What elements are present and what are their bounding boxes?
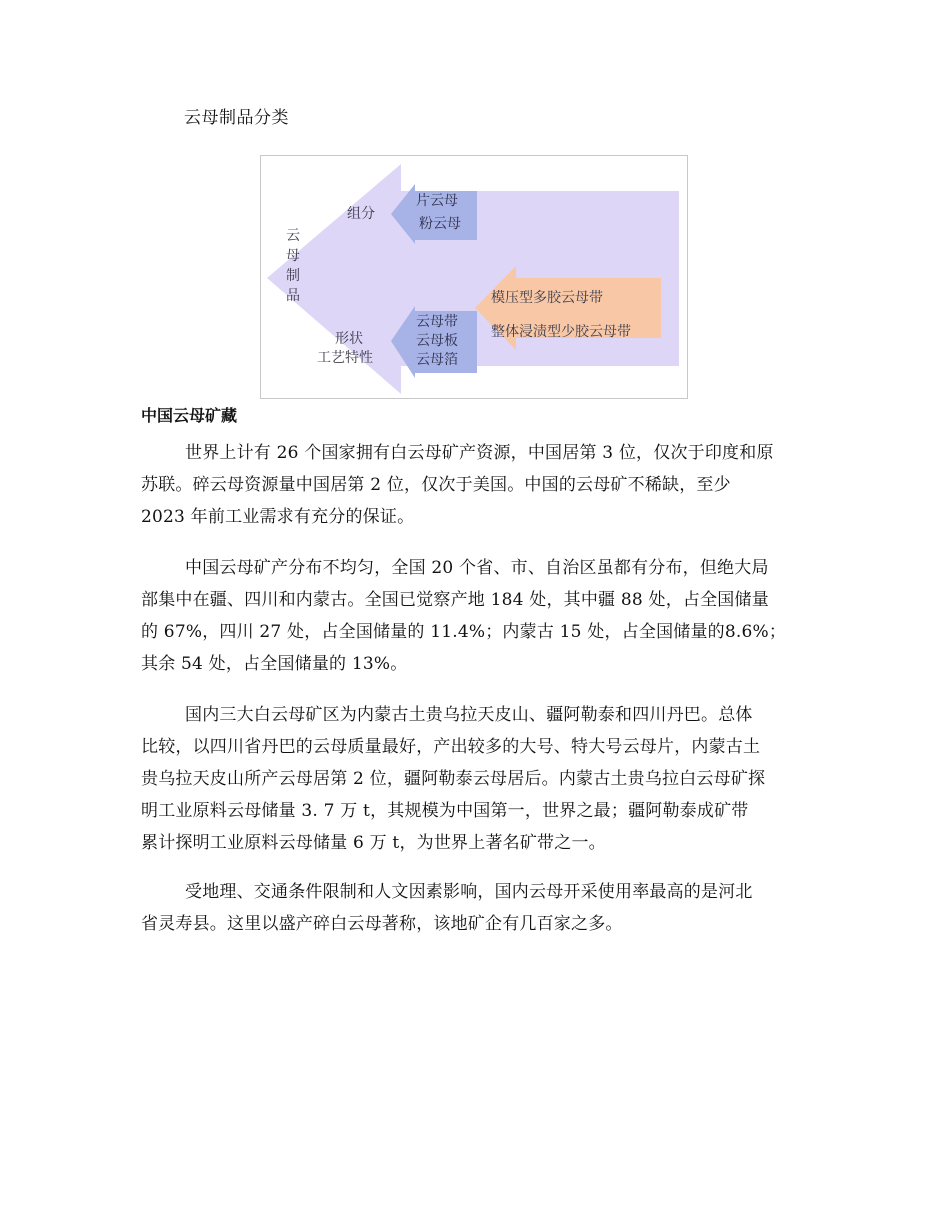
paragraph-line: 其余 54 处，占全国储量的 13%。 [141,654,408,674]
paragraph-line: 部集中在疆、四川和内蒙古。全国已觉察产地 184 处，其中疆 88 处，占全国储量 [141,590,769,610]
top-item-flake-mica: 片云母 [416,193,458,209]
paragraph-3 [141,699,811,859]
paragraph-line: 省灵寿县。这里以盛产碎白云母著称，该地矿企有几百家之多。 [141,914,623,934]
tape-item-molded: 模压型多胶云母带 [491,290,603,306]
paragraph-line: 明工业原料云母储量 3. 7 万 t，其规模为中国第一，世界之最；疆阿勒泰成矿带 [141,801,749,821]
paragraph-line: 苏联。碎云母资源量中国居第 2 位，仅次于美国。中国的云母矿不稀缺，至少 [141,475,731,495]
paragraph-line: 的 67%，四川 27 处，占全国储量的 11.4%；内蒙古 15 处，占全国储量的8.6%； [141,622,787,642]
bottom-item-mica-foil: 云母箔 [416,352,458,368]
paragraph-line: 国内三大白云母矿区为内蒙古土贵乌拉天皮山、疆阿勒泰和四川丹巴。总体 [185,705,753,725]
top-item-mica-powder: 粉云母 [419,216,461,232]
root-label: 云 母 制 品 [286,228,300,304]
branch-shape-label: 形状 [335,331,363,347]
mica-products-diagram [260,155,688,399]
paragraph-line: 受地理、交通条件限制和人文因素影响，国内云母开采使用率最高的是河北 [185,882,753,902]
paragraph-2 [141,552,811,680]
paragraph-line: 2023 年前工业需求有充分的保证。 [141,507,415,527]
paragraph-line: 比较，以四川省丹巴的云母质量最好，产出较多的大号、特大号云母片，内蒙古土 [141,737,761,757]
paragraph-line: 贵乌拉天皮山所产云母居第 2 位，疆阿勒泰云母居后。内蒙古土贵乌拉白云母矿探 [141,769,766,789]
tape-item-impregnated: 整体浸渍型少胶云母带 [491,324,631,340]
paragraph-1 [141,437,811,533]
paragraph-line: 累计探明工业原料云母储量 6 万 t，为世界上著名矿带之一。 [141,833,606,853]
paragraph-line: 中国云母矿产分布不均匀，全国 20 个省、市、自治区虽都有分布，但绝大局 [185,558,769,578]
branch-composition-label: 组分 [347,206,375,222]
branch-process-label: 工艺特性 [317,350,373,366]
paragraph-line: 世界上计有 26 个国家拥有白云母矿产资源，中国居第 3 位，仅次于印度和原 [185,443,774,463]
section-heading: 中国云母矿藏 [141,406,238,425]
figure-caption: 云母制品分类 [184,108,289,128]
bottom-item-mica-tape: 云母带 [416,314,458,330]
bottom-item-mica-board: 云母板 [416,333,458,349]
paragraph-4 [141,876,811,940]
